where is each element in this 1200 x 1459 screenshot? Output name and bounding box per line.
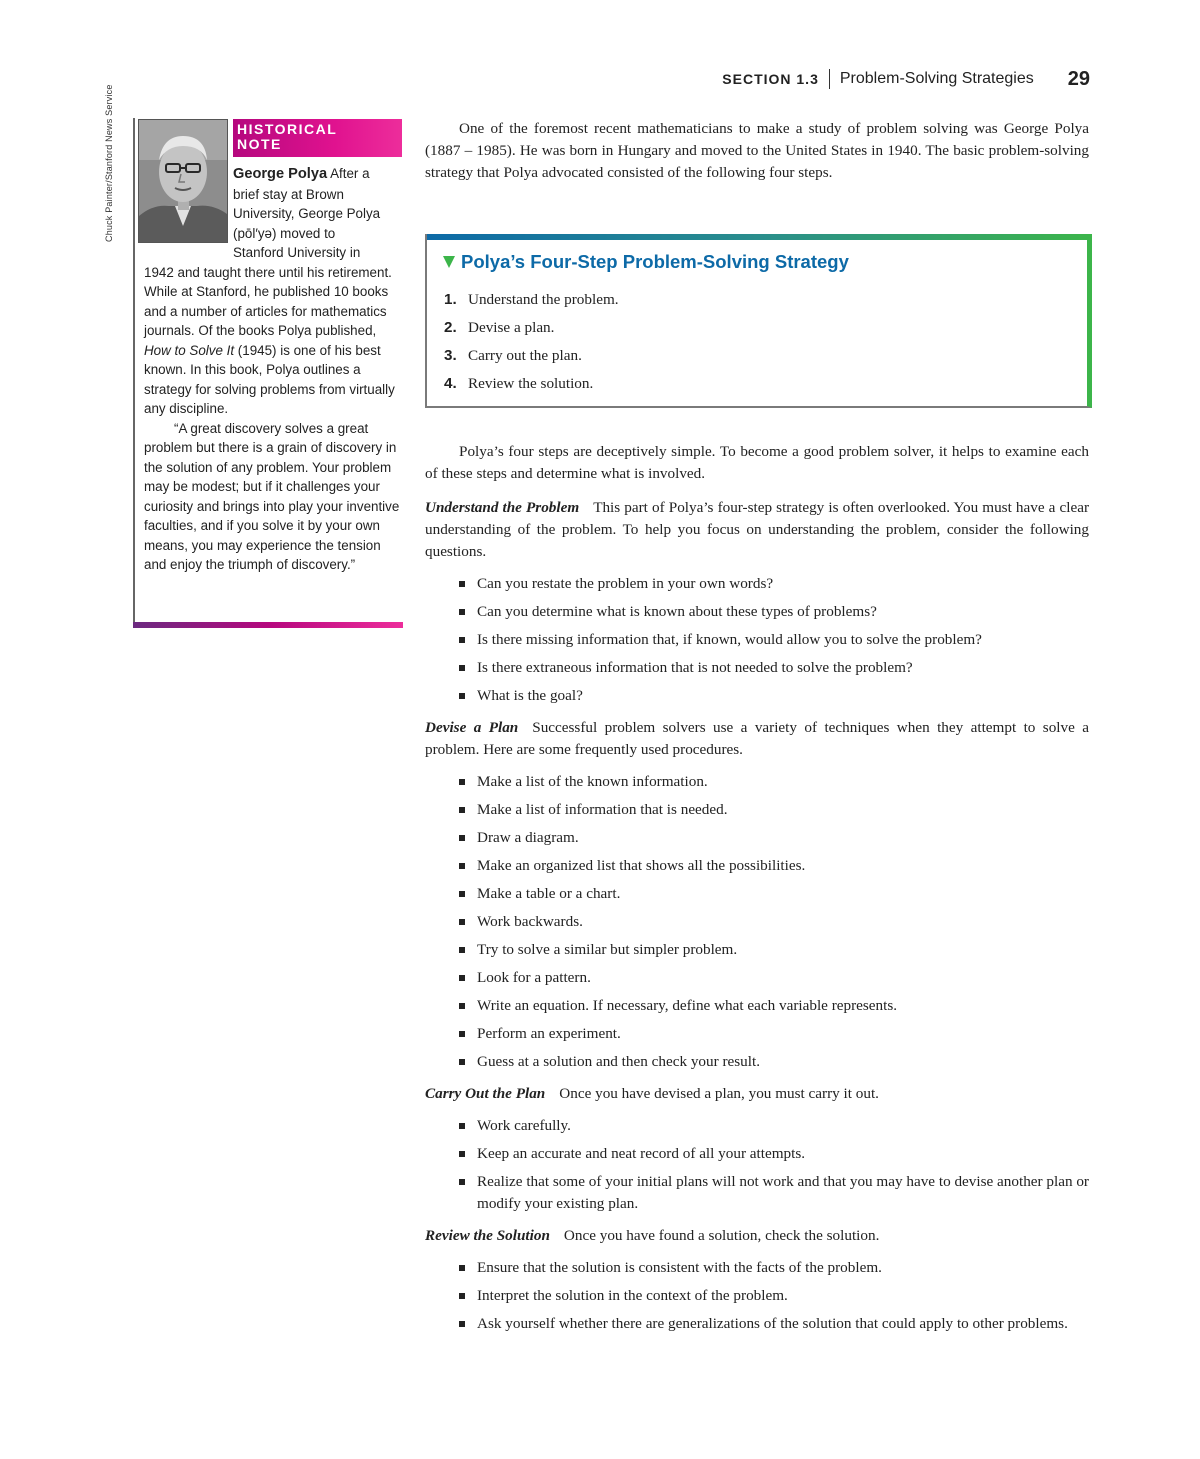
page-number: 29: [1067, 67, 1090, 90]
bullet-text: Work carefully.: [477, 1117, 571, 1134]
bullet-square-icon: [459, 1151, 465, 1157]
main-body: [425, 441, 1089, 1341]
list-item: [425, 601, 1089, 623]
polya-quote: “A great discovery solves a great problem but there is a grain of discovery in the solution of any problem. Your problem may be modest; but if it challenges your curiosity and brings into play your inventive faculties, and if you solve it by your own means, you may experience the tension and enjoy the triumph of discovery.”: [144, 420, 400, 572]
step-item: [444, 317, 619, 345]
bio-paragraph: [144, 263, 402, 419]
bullet-text: Is there extraneous information that is not needed to solve the problem?: [477, 659, 913, 676]
polya-name: George Polya: [233, 166, 328, 182]
bullet-text: Try to solve a similar but simpler problem.: [477, 941, 738, 958]
carry-out-bullets: [425, 1115, 1089, 1215]
list-item: [425, 995, 1089, 1017]
header-divider: [829, 69, 830, 89]
bio-line-3: (pōl′yə) moved to: [233, 225, 336, 241]
list-item: [425, 967, 1089, 989]
bullet-text: Work backwards.: [477, 913, 583, 930]
bullet-square-icon: [459, 581, 465, 587]
bullet-square-icon: [459, 975, 465, 981]
step-text: Understand the problem.: [468, 291, 619, 308]
bullet-square-icon: [459, 1293, 465, 1299]
list-item: [425, 883, 1089, 905]
section-text: Successful problem solvers use a variety of techniques when they attempt to solve a problem. Here are some frequently used procedures.: [425, 719, 1089, 758]
step-number: 1.: [444, 291, 457, 308]
bullet-text: Keep an accurate and neat record of all your attempts.: [477, 1145, 806, 1162]
badge-line1: HISTORICAL: [237, 121, 338, 137]
bullet-square-icon: [459, 1265, 465, 1271]
step-number: 2.: [444, 319, 457, 336]
bio-line-1: brief stay at Brown: [233, 186, 344, 202]
list-item: [425, 573, 1089, 595]
list-item: [425, 1285, 1089, 1307]
list-item: [425, 1051, 1089, 1073]
bullet-square-icon: [459, 919, 465, 925]
bullet-square-icon: [459, 779, 465, 785]
bullet-text: Write an equation. If necessary, define what each variable represents.: [477, 997, 898, 1014]
list-item: [425, 1313, 1089, 1335]
list-item: [425, 939, 1089, 961]
step-item: [444, 345, 619, 373]
bullet-text: Look for a pattern.: [477, 969, 591, 986]
strategy-box-topbar: [427, 234, 1092, 240]
after-box-paragraph: Polya’s four steps are deceptively simple. To become a good problem solver, it helps to examine each of these steps and determine what is involved.: [425, 443, 1089, 482]
list-item: [425, 771, 1089, 793]
list-item: [425, 1171, 1089, 1215]
list-item: [425, 799, 1089, 821]
strategy-title-text: Polya’s Four-Step Problem-Solving Strategy: [461, 251, 849, 272]
historical-note-text: [144, 164, 402, 575]
list-item: [425, 855, 1089, 877]
section-review: [425, 1225, 1089, 1247]
bullet-square-icon: [459, 863, 465, 869]
badge-line2: NOTE: [237, 136, 282, 152]
section-devise: [425, 717, 1089, 761]
section-title: Problem-Solving Strategies: [839, 70, 1034, 87]
bullet-square-icon: [459, 947, 465, 953]
bullet-text: Make an organized list that shows all the possibilities.: [477, 857, 806, 874]
bullet-square-icon: [459, 665, 465, 671]
triangle-marker-icon: [443, 256, 455, 268]
section-heading: Carry Out the Plan: [425, 1085, 546, 1102]
bullet-text: Can you determine what is known about these types of problems?: [477, 603, 877, 620]
sidebar-left-rule: [133, 118, 135, 628]
bullet-text: Ensure that the solution is consistent with the facts of the problem.: [477, 1259, 882, 1276]
list-item: [425, 1143, 1089, 1165]
list-item: [425, 827, 1089, 849]
bullet-square-icon: [459, 1321, 465, 1327]
step-item: [444, 373, 619, 401]
section-label: SECTION 1.3: [722, 71, 819, 87]
photo-credit: Chuck Painter/Stanford News Service: [104, 84, 114, 242]
devise-bullets: [425, 771, 1089, 1073]
bullet-square-icon: [459, 609, 465, 615]
sidebar-bottom-rule: [133, 622, 403, 628]
bio-wrapped-block: [144, 164, 402, 263]
intro-paragraph: [425, 118, 1089, 184]
book-title: How to Solve It: [144, 342, 235, 358]
section-understand: [425, 497, 1089, 563]
bio-line-0: After a: [330, 166, 370, 181]
section-text: Once you have devised a plan, you must carry it out.: [559, 1085, 879, 1102]
list-item: [425, 1023, 1089, 1045]
bullet-square-icon: [459, 1003, 465, 1009]
list-item: [425, 1115, 1089, 1137]
bullet-text: Is there missing information that, if known, would allow you to solve the problem?: [477, 631, 982, 648]
step-text: Devise a plan.: [468, 319, 555, 336]
bio-text-a: 1942 and taught there until his retirement. While at Stanford, he published 10 books and a number of articles for mathematics journals. Of the books Polya published,: [144, 264, 392, 338]
bullet-text: Can you restate the problem in your own words?: [477, 575, 774, 592]
step-number: 4.: [444, 375, 457, 392]
bullet-square-icon: [459, 1059, 465, 1065]
bullet-text: Interpret the solution in the context of the problem.: [477, 1287, 788, 1304]
bullet-text: Perform an experiment.: [477, 1025, 621, 1042]
bullet-square-icon: [459, 807, 465, 813]
step-item: [444, 289, 619, 317]
bullet-square-icon: [459, 1123, 465, 1129]
strategy-steps: [444, 289, 619, 401]
list-item: [425, 1257, 1089, 1279]
historical-note-badge: [233, 119, 402, 157]
bullet-square-icon: [459, 891, 465, 897]
bullet-square-icon: [459, 637, 465, 643]
bullet-text: Ask yourself whether there are generalizations of the solution that could apply to other problems.: [477, 1315, 1068, 1332]
strategy-title: [443, 251, 849, 273]
bullet-text: Realize that some of your initial plans will not work and that you may have to devise another plan or modify your existing plan.: [477, 1173, 1089, 1212]
bullet-text: Make a list of the known information.: [477, 773, 708, 790]
bio-text-b: (1945) is one of his best known. In this book, Polya outlines a strategy for solving problems from virtually any discipline.: [144, 342, 395, 416]
section-heading: Review the Solution: [425, 1227, 550, 1244]
review-bullets: [425, 1257, 1089, 1335]
bullet-text: Guess at a solution and then check your result.: [477, 1053, 761, 1070]
bullet-square-icon: [459, 1179, 465, 1185]
running-head: [722, 66, 1090, 92]
list-item: [425, 911, 1089, 933]
list-item: [425, 657, 1089, 679]
bullet-text: Make a table or a chart.: [477, 885, 621, 902]
bullet-text: Draw a diagram.: [477, 829, 579, 846]
step-text: Carry out the plan.: [468, 347, 582, 364]
strategy-box: [425, 234, 1092, 408]
section-text: Once you have found a solution, check the solution.: [563, 1227, 880, 1244]
bullet-text: Make a list of information that is needed.: [477, 801, 728, 818]
list-item: [425, 685, 1089, 707]
bullet-square-icon: [459, 835, 465, 841]
bullet-square-icon: [459, 1031, 465, 1037]
understand-bullets: [425, 573, 1089, 707]
bullet-text: What is the goal?: [477, 687, 583, 704]
section-text: This part of Polya’s four-step strategy is often overlooked. You must have a clear understanding of the problem. To help you focus on understanding the problem, consider the following questions.: [425, 499, 1090, 560]
step-number: 3.: [444, 347, 457, 364]
list-item: [425, 629, 1089, 651]
section-carry-out: [425, 1083, 1089, 1105]
step-text: Review the solution.: [468, 375, 594, 392]
intro-text: One of the foremost recent mathematicians to make a study of problem solving was George Polya (1887 – 1985). He was born in Hungary and moved to the United States in 1940. The basic problem-solving strategy that Polya advocated consisted of the following four steps.: [425, 120, 1089, 181]
bio-line-2: University, George Polya: [233, 206, 381, 221]
bullet-square-icon: [459, 693, 465, 699]
section-heading: Understand the Problem: [425, 499, 580, 516]
bio-line-4: Stanford University in: [233, 245, 361, 260]
section-heading: Devise a Plan: [425, 719, 519, 736]
